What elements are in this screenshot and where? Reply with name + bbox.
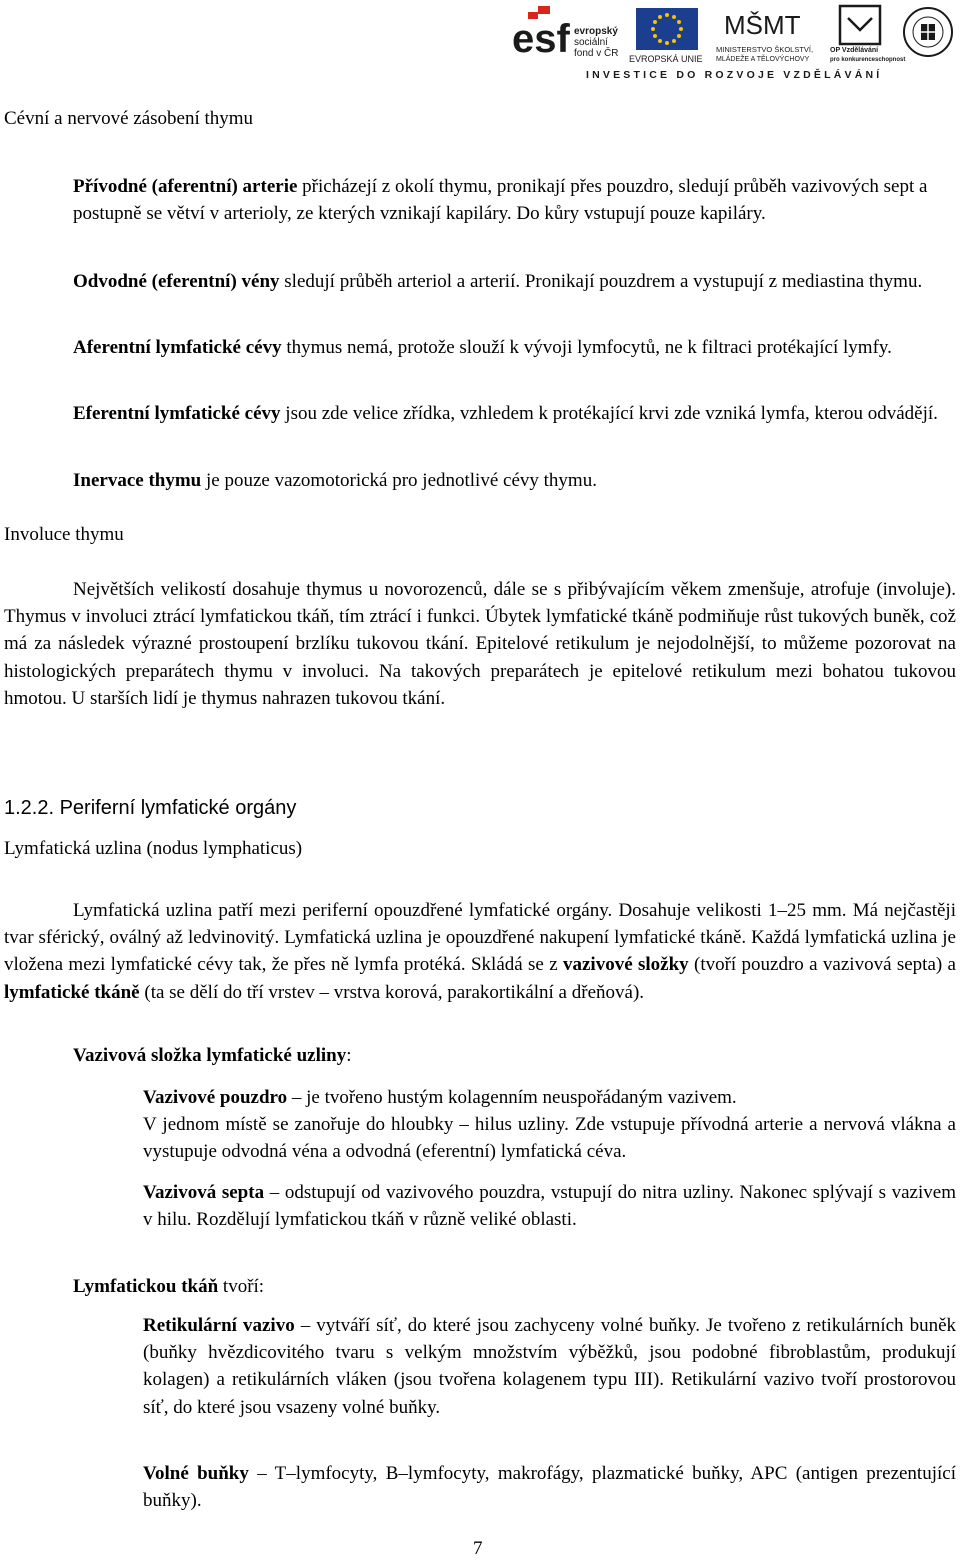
section-title-vascular: Cévní a nervové zásobení thymu	[4, 108, 254, 129]
text-afferent-arteries: přicházejí z okolí thymu, pronikají přes pouzdro, sledují průběh vazivových sept a postupně se větví v arterioly, ze kterých vznikají kapiláry. Do kůry vstupují pouze kapiláry.	[73, 176, 928, 225]
paragraph-involution: Největších velikostí dosahuje thymus u novorozenců, dále se s přibývajícím věkem zmenšuje, atrofuje (involuje). Thymus v involuci ztrácí lymfatickou tkáň, tím ztrácí i funkci. Úbytek lymfatické tkáně podmiňuje růst tukových buněk, což má za následek výrazné prostoupení brzlíku tukovou tkání. Epitelové retikulum je nejodolnější, to můžeme pozorovat na histologických preparátech thymu v involuci. Na takových preparátech je epitelové retikulum mezi bohatou tukovou hmotou. U starších lidí je thymus nahrazen tukovou tkání.	[4, 579, 956, 709]
header-motto: INVESTICE DO ROZVOJE VZDĚLÁVÁNÍ	[586, 69, 883, 81]
esf-mark: esf	[512, 17, 570, 61]
op-logo	[830, 6, 905, 63]
university-seal	[904, 8, 952, 56]
eu-caption: EVROPSKÁ UNIE	[629, 54, 703, 64]
page-number: 7	[473, 1538, 483, 1559]
term-afferent-arteries: Přívodné (aferentní) arterie	[73, 176, 298, 197]
heading-peripheral-organs: 1.2.2. Periferní lymfatické orgány	[4, 797, 297, 819]
eu-logo	[629, 8, 703, 64]
heading-connective-component	[73, 1042, 352, 1069]
text-septa: – odstupují od vazivového pouzdra, vstupují do nitra uzliny. Nakonec splývají s vazivem v hilu. Rozdělují lymfatickou tkáň v různě veliké oblasti.	[143, 1182, 956, 1231]
term-free-cells: Volné buňky	[143, 1463, 249, 1484]
text-innervation: je pouze vazomotorická pro jednotlivé cévy thymu.	[201, 470, 597, 491]
msmt-logo	[716, 10, 813, 63]
logo-strip	[508, 4, 956, 82]
paragraph-septa	[143, 1179, 956, 1233]
paragraph-afferent-arteries	[73, 173, 956, 227]
heading-lymphatic-tissue	[73, 1273, 264, 1300]
term-innervation: Inervace thymu	[73, 470, 202, 491]
header-logos	[508, 4, 956, 82]
term-septa: Vazivová septa	[143, 1182, 265, 1203]
term-efferent-lymph: Eferentní lymfatické cévy	[73, 403, 281, 424]
term-lymph-heading: Lymfatickou tkáň	[73, 1276, 219, 1297]
term-efferent-veins: Odvodné (eferentní) vény	[73, 271, 280, 292]
paragraph-lymph-node-intro	[4, 897, 956, 1006]
paragraph-free-cells	[143, 1460, 956, 1514]
text-afferent-lymph: thymus nemá, protože slouží k vývoji lymfocytů, ne k filtraci protékající lymfy.	[281, 337, 892, 358]
term-connective-heading: Vazivová složka lymfatické uzliny	[73, 1045, 347, 1066]
op-frame	[840, 6, 880, 44]
text-efferent-veins: sledují průběh arteriol a arterií. Pronikají pouzdrem a vystupují z mediastina thymu.	[279, 271, 923, 292]
op-line-1: OP Vzdělávání	[830, 47, 879, 54]
msmt-line-1: MINISTERSTVO ŠKOLSTVÍ,	[716, 45, 814, 54]
paragraph-efferent-lymph	[73, 400, 956, 427]
term-capsule: Vazivové pouzdro	[143, 1087, 288, 1108]
connective-heading-colon: :	[346, 1045, 352, 1066]
msmt-mark: MŠMT	[724, 10, 801, 40]
esf-line-3: fond v ČR	[574, 48, 619, 59]
subtitle-lymph-node: Lymfatická uzlina (nodus lymphaticus)	[4, 838, 303, 859]
esf-line-2: sociální	[574, 37, 608, 48]
msmt-line-2: MLÁDEŽE A TĚLOVÝCHOVY	[716, 56, 810, 63]
section-title-involution: Involuce thymu	[4, 524, 124, 545]
intro-text-c: (tvoří pouzdro a vazivová septa) a	[688, 954, 956, 976]
esf-line-1: evropský	[574, 26, 618, 37]
paragraph-capsule-hilus: V jednom místě se zanořuje do hloubky – hilus uzliny. Zde vstupuje přívodná arterie a nervová vlákna a vystupuje odvodná véna a odvodná (eferentní) lymfatická céva.	[143, 1114, 956, 1163]
term-afferent-lymph: Aferentní lymfatické cévy	[73, 337, 282, 358]
paragraph-innervation	[73, 467, 956, 494]
text-reticular: – vytváří síť, do které jsou zachyceny volné buňky. Je tvořeno z retikulárních buněk (buňky hvězdicovitého tvaru s velkým množstvím výběžků, jsou podobné fibroblastům, produkují kolagen) a retikulárních vláken (jsou tvořena kolagenem typu III). Retikulární vazivo tvoří prostorovou síť, do které jsou vsazeny volné buňky.	[143, 1315, 957, 1418]
term-lymphatic-tissue: lymfatické tkáně	[4, 981, 140, 1003]
lymph-heading-rest: tvoří:	[218, 1276, 265, 1297]
paragraph-capsule-line1	[143, 1084, 956, 1111]
term-reticular: Retikulární vazivo	[143, 1315, 295, 1336]
text-efferent-lymph: jsou zde velice zřídka, vzhledem k protékající krvi zde vzniká lymfa, kterou odvádějí.	[280, 403, 938, 424]
paragraph-reticular	[143, 1312, 956, 1421]
esf-logo	[512, 6, 618, 61]
intro-text-d: (ta se dělí do tří vrstev – vrstva korová, parakortikální a dřeňová).	[139, 981, 645, 1003]
paragraph-efferent-veins	[73, 268, 956, 295]
term-connective-component: vazivové složky	[562, 954, 689, 976]
text-free-cells: – T–lymfocyty, B–lymfocyty, makrofágy, plazmatické buňky, APC (antigen prezentující buňky).	[143, 1463, 956, 1512]
op-line-2: pro konkurenceschopnost	[830, 57, 906, 63]
paragraph-afferent-lymph	[73, 334, 956, 361]
text-capsule-1: – je tvořeno hustým kolagenním neuspořádaným vazivem.	[287, 1087, 737, 1108]
intro-text-a: Lymfatická uzlina patří mezi periferní opouzdřené lymfatické orgány. Dosahuje velikosti 1–25 mm. Má nejčastěji tvar sférický, oválný až ledvinovitý. Lymfatická uzlina je opouzdřené nakupení lymfatické tkáně. Každá lymfatická uzlina je vložena mezi lymfatické cévy tak, že přes ně lymfa protéká. Skládá se z	[4, 900, 956, 976]
